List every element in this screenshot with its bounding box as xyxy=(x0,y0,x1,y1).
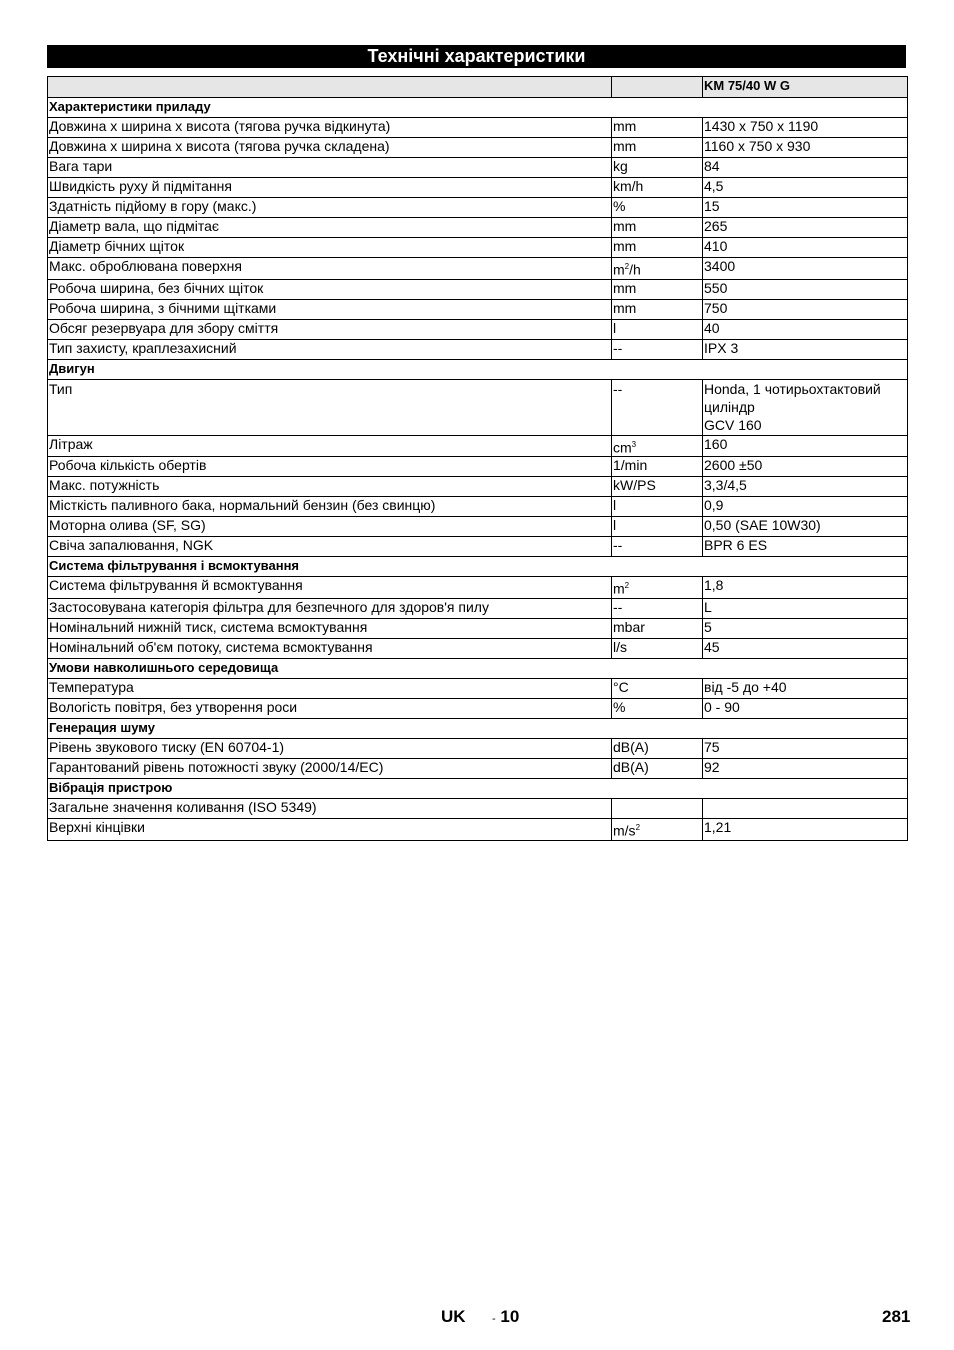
row-value: від -5 до +40 xyxy=(703,678,908,698)
table-row xyxy=(48,698,908,718)
row-label: Літраж xyxy=(48,435,612,457)
row-value: 0,50 (SAE 10W30) xyxy=(703,517,908,537)
section-row xyxy=(48,658,908,678)
row-label: Застосовувана категорія фільтра для безпечного для здоров'я пилу xyxy=(48,598,612,618)
footer-local-dash: - xyxy=(492,1313,496,1325)
table-row xyxy=(48,577,908,599)
row-unit: $m^2/h$ xyxy=(612,258,703,280)
specs-table-body xyxy=(48,77,908,841)
row-value: 40 xyxy=(703,319,908,339)
table-header-row xyxy=(48,77,908,98)
row-label: Верхні кінцівки xyxy=(48,818,612,840)
row-value: IPX 3 xyxy=(703,339,908,359)
unit-superscript: 2 xyxy=(624,581,630,591)
table-row xyxy=(48,435,908,457)
row-value: 45 xyxy=(703,638,908,658)
row-unit: -- xyxy=(612,379,703,435)
row-label: Діаметр вала, що підмітає xyxy=(48,218,612,238)
row-label: Довжина x ширина x висота (тягова ручка відкинута) xyxy=(48,118,612,138)
row-label: Швидкість руху й підмітання xyxy=(48,178,612,198)
row-value: 2600 ±50 xyxy=(703,457,908,477)
row-value: 0 - 90 xyxy=(703,698,908,718)
row-unit: mm xyxy=(612,138,703,158)
row-label: Свіча запалювання, NGK xyxy=(48,537,612,557)
row-label: Здатність підйому в гору (макс.) xyxy=(48,198,612,218)
row-unit: mm xyxy=(612,118,703,138)
header-unit-cell xyxy=(612,77,703,98)
row-value: 550 xyxy=(703,279,908,299)
table-row xyxy=(48,379,908,435)
table-row xyxy=(48,178,908,198)
section-row xyxy=(48,557,908,577)
row-unit: kg xyxy=(612,158,703,178)
row-unit: -- xyxy=(612,339,703,359)
row-label: Загальне значення коливання (ISO 5349) xyxy=(48,798,612,818)
table-row xyxy=(48,598,908,618)
table-row xyxy=(48,818,908,840)
row-value xyxy=(703,798,908,818)
row-label: Гарантований рівень потожності звуку (2000/14/EC) xyxy=(48,758,612,778)
row-unit: °C xyxy=(612,678,703,698)
table-row xyxy=(48,618,908,638)
table-row xyxy=(48,279,908,299)
unit-superscript: 2 xyxy=(635,822,641,832)
footer-page-number: 281 xyxy=(882,1307,911,1326)
row-label: Номінальний нижній тиск, система всмоктування xyxy=(48,618,612,638)
row-unit: l xyxy=(612,497,703,517)
row-unit: % xyxy=(612,198,703,218)
row-label: Діаметр бічних щіток xyxy=(48,238,612,258)
row-value: L xyxy=(703,598,908,618)
footer-language: UK xyxy=(441,1307,466,1326)
unit-superscript: 3 xyxy=(631,439,637,449)
specs-table xyxy=(47,76,908,841)
row-unit: dB(A) xyxy=(612,758,703,778)
row-value: 1,8 xyxy=(703,577,908,599)
row-label: Довжина x ширина x висота (тягова ручка складена) xyxy=(48,138,612,158)
table-row xyxy=(48,738,908,758)
row-unit: l xyxy=(612,517,703,537)
table-row xyxy=(48,758,908,778)
table-row xyxy=(48,218,908,238)
row-value: 1,21 xyxy=(703,818,908,840)
row-unit: % xyxy=(612,698,703,718)
table-row xyxy=(48,339,908,359)
row-value: BPR 6 ES xyxy=(703,537,908,557)
table-row xyxy=(48,138,908,158)
row-label: Номінальний об'єм потоку, система всмоктування xyxy=(48,638,612,658)
table-row xyxy=(48,118,908,138)
row-value: 92 xyxy=(703,758,908,778)
section-row xyxy=(48,359,908,379)
row-label: Місткість паливного бака, нормальний бензин (без свинцю) xyxy=(48,497,612,517)
section-heading: Вібрація пристрою xyxy=(48,778,908,798)
row-label: Робоча кількість обертів xyxy=(48,457,612,477)
footer-local-number: 10 xyxy=(500,1307,520,1326)
row-label: Вологість повітря, без утворення роси xyxy=(48,698,612,718)
row-label: Вага тари xyxy=(48,158,612,178)
row-unit xyxy=(612,798,703,818)
row-unit: l xyxy=(612,319,703,339)
row-label: Рівень звукового тиску (EN 60704-1) xyxy=(48,738,612,758)
table-row xyxy=(48,299,908,319)
row-unit: l/s xyxy=(612,638,703,658)
row-unit: mm xyxy=(612,218,703,238)
row-value: 410 xyxy=(703,238,908,258)
row-unit: $m^2$ xyxy=(612,577,703,599)
row-label: Тип захисту, краплезахисний xyxy=(48,339,612,359)
row-unit: dB(A) xyxy=(612,738,703,758)
row-value: 75 xyxy=(703,738,908,758)
row-label: Тип xyxy=(48,379,612,435)
header-model-cell: KM 75/40 W G xyxy=(703,77,908,98)
row-label: Температура xyxy=(48,678,612,698)
row-unit: 1/min xyxy=(612,457,703,477)
row-label: Моторна олива (SF, SG) xyxy=(48,517,612,537)
row-label: Обсяг резервуара для збору сміття xyxy=(48,319,612,339)
row-label: Макс. потужність xyxy=(48,477,612,497)
row-value: 1160 x 750 x 930 xyxy=(703,138,908,158)
row-value: 160 xyxy=(703,435,908,457)
table-row xyxy=(48,798,908,818)
header-label-cell xyxy=(48,77,612,98)
row-value: 5 xyxy=(703,618,908,638)
unit-superscript: 2 xyxy=(624,262,630,271)
row-value: Honda, 1 чотирьохтактовий циліндр GCV 160 xyxy=(703,379,908,435)
section-row xyxy=(48,718,908,738)
page-title: Технічні характеристики xyxy=(47,45,906,68)
row-unit: -- xyxy=(612,537,703,557)
table-row xyxy=(48,497,908,517)
row-value: 0,9 xyxy=(703,497,908,517)
row-unit: kW/PS xyxy=(612,477,703,497)
section-heading: Характеристики приладу xyxy=(48,98,908,118)
table-row xyxy=(48,477,908,497)
row-unit: mm xyxy=(612,238,703,258)
table-row xyxy=(48,638,908,658)
row-unit: mm xyxy=(612,299,703,319)
section-heading: Умови навколишнього середовища xyxy=(48,658,908,678)
footer-local-page xyxy=(492,1307,519,1327)
row-label: Робоча ширина, з бічними щітками xyxy=(48,299,612,319)
row-unit: $cm^3$ xyxy=(612,435,703,457)
table-row xyxy=(48,537,908,557)
section-heading: Генерация шуму xyxy=(48,718,908,738)
table-row xyxy=(48,319,908,339)
section-row xyxy=(48,778,908,798)
row-unit: -- xyxy=(612,598,703,618)
table-row xyxy=(48,678,908,698)
row-value: 265 xyxy=(703,218,908,238)
row-value: 4,5 xyxy=(703,178,908,198)
row-value: 84 xyxy=(703,158,908,178)
row-unit: km/h xyxy=(612,178,703,198)
row-value: 750 xyxy=(703,299,908,319)
row-unit: $m/s^2$ xyxy=(612,818,703,840)
row-label: Макс. оброблювана поверхня xyxy=(48,258,612,280)
section-heading: Система фільтрування і всмоктування xyxy=(48,557,908,577)
table-row xyxy=(48,517,908,537)
section-row xyxy=(48,98,908,118)
row-value: 3,3/4,5 xyxy=(703,477,908,497)
row-label: Система фільтрування й всмоктування xyxy=(48,577,612,599)
table-row xyxy=(48,158,908,178)
row-value: 3400 xyxy=(703,258,908,280)
section-heading: Двигун xyxy=(48,359,908,379)
row-value: 1430 x 750 x 1190 xyxy=(703,118,908,138)
row-unit: mm xyxy=(612,279,703,299)
table-row xyxy=(48,258,908,280)
row-unit: mbar xyxy=(612,618,703,638)
table-row xyxy=(48,238,908,258)
table-row xyxy=(48,198,908,218)
row-label: Робоча ширина, без бічних щіток xyxy=(48,279,612,299)
row-value: 15 xyxy=(703,198,908,218)
table-row xyxy=(48,457,908,477)
